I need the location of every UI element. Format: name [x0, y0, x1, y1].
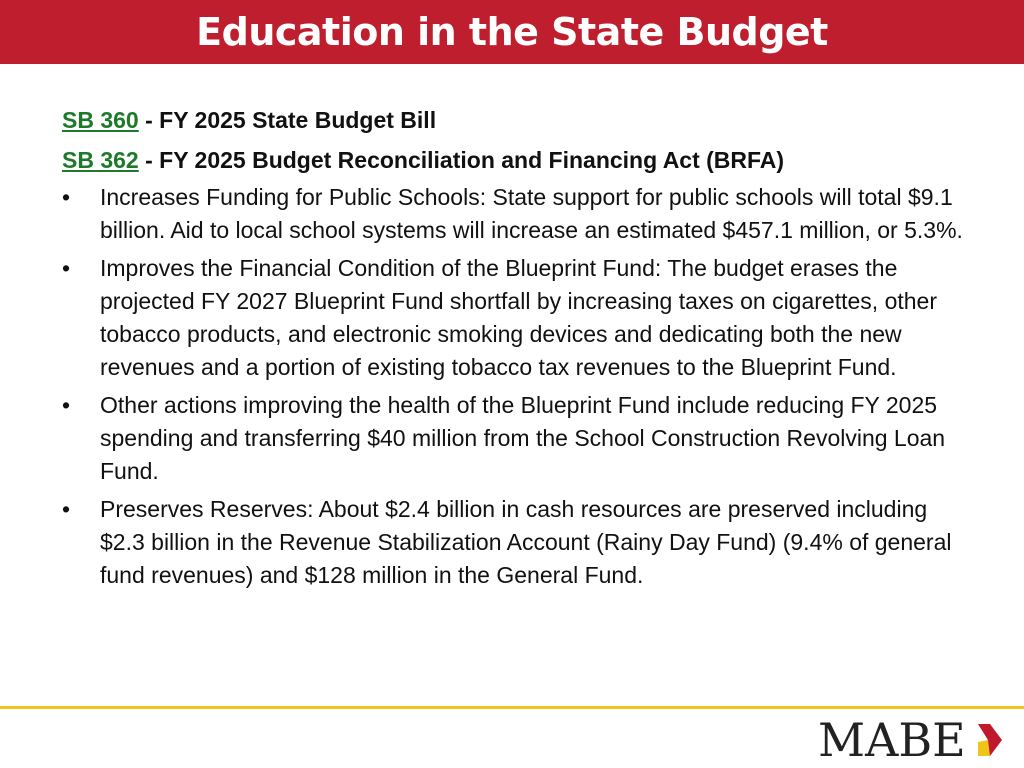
- bullet-item-funding: [62, 181, 972, 247]
- bill-description: - FY 2025 Budget Reconciliation and Financing Act (BRFA): [145, 147, 785, 173]
- bullet-icon: •: [62, 392, 71, 418]
- bullet-item-reserves: [62, 493, 972, 592]
- bullet-icon: •: [62, 496, 71, 522]
- bullet-icon: •: [62, 255, 71, 281]
- bullet-item-other-actions: [62, 389, 972, 488]
- bullet-list: [62, 181, 972, 592]
- bullet-text: Improves the Financial Condition of the Blueprint Fund: The budget erases the projected FY 2027 Blueprint Fund shortfall by increasing taxes on cigarettes, other tobacco products, and electronic smoking devices and dedicating both the new revenues and a portion of existing tobacco tax revenues to the Blueprint Fund.: [100, 255, 937, 380]
- bullet-text: Increases Funding for Public Schools: State support for public schools will total $9.1 billion. Aid to local school systems will increase an estimated $457.1 million, or 5.3%.: [100, 184, 963, 243]
- bullet-icon: •: [62, 184, 71, 210]
- slide-content: [62, 100, 972, 597]
- sb362-link[interactable]: SB 362: [62, 147, 139, 173]
- bill-description: - FY 2025 State Budget Bill: [145, 107, 437, 133]
- bullet-text: Preserves Reserves: About $2.4 billion in cash resources are preserved including $2.3 billion in the Revenue Stabilization Account (Rainy Day Fund) (9.4% of general fund revenues) and $128 million in the General Fund.: [100, 496, 952, 588]
- bill-line-sb360: [62, 100, 972, 140]
- logo-arrow-icon: [976, 722, 1004, 758]
- bullet-item-blueprint: [62, 252, 972, 384]
- mabe-logo: [818, 712, 1008, 767]
- bill-line-sb362: [62, 140, 972, 180]
- logo-wordmark: MABE: [818, 713, 966, 767]
- footer-divider: [0, 706, 1024, 709]
- title-bar: [0, 0, 1024, 64]
- sb360-link[interactable]: SB 360: [62, 107, 139, 133]
- page-title: Education in the State Budget: [196, 10, 828, 54]
- bullet-text: Other actions improving the health of the Blueprint Fund include reducing FY 2025 spending and transferring $40 million from the School Construction Revolving Loan Fund.: [100, 392, 946, 484]
